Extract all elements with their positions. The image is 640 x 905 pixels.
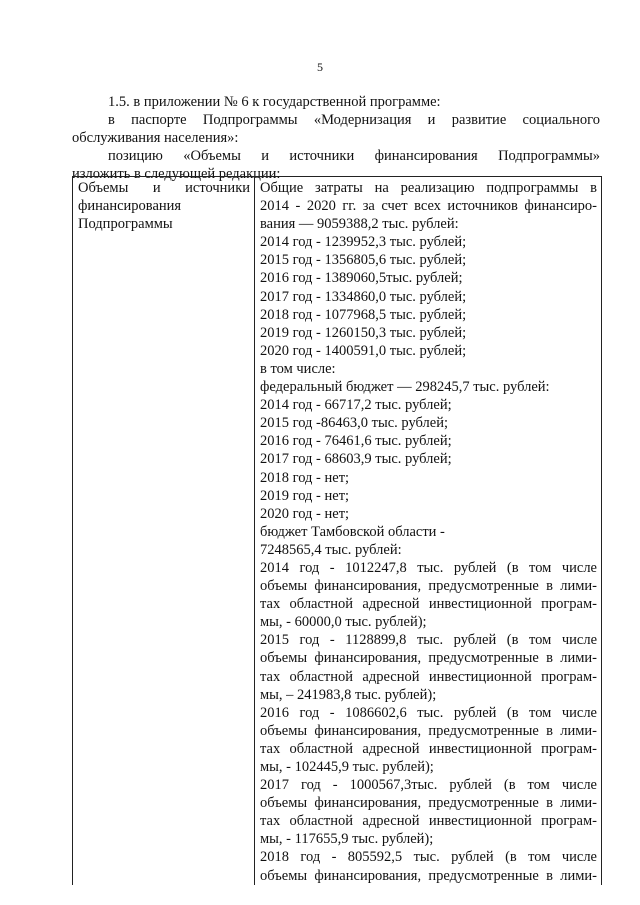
financing-detail-line: федеральный бюджет — 298245,7 тыс. рублей:	[260, 379, 550, 396]
financing-detail-line: 7248565,4 тыс. рублей:	[260, 541, 402, 558]
financing-detail-line: 2017 год - 1000567,3тыс. рублей (в том числе	[260, 777, 597, 794]
financing-detail-line: 2014 год - 66717,2 тыс. рублей;	[260, 397, 452, 414]
financing-detail-line: бюджет Тамбовской области -	[260, 523, 445, 540]
page-number: 5	[317, 60, 323, 74]
financing-detail-line: тах областной адресной инвестиционной програм-	[260, 813, 597, 830]
financing-detail-line: 2014 год - 1239952,3 тыс. рублей;	[260, 234, 467, 251]
intro-line-1: 1.5. в приложении № 6 к государственной программе:	[108, 94, 441, 110]
financing-detail-line: 2018 год - нет;	[260, 469, 350, 486]
financing-detail-line: 2017 год - 1334860,0 тыс. рублей;	[260, 288, 467, 305]
financing-detail-line: 2015 год - 1356805,6 тыс. рублей;	[260, 252, 467, 269]
financing-detail-line: 2019 год - нет;	[260, 487, 350, 504]
financing-label	[78, 179, 250, 233]
financing-detail-line: 2017 год - 68603,9 тыс. рублей;	[260, 451, 452, 468]
financing-detail-line: 2014 год - 1012247,8 тыс. рублей (в том числе	[260, 559, 597, 576]
financing-detail-line: тах областной адресной инвестиционной програм-	[260, 740, 597, 757]
financing-detail-line: 2019 год - 1260150,3 тыс. рублей;	[260, 324, 467, 341]
table-row	[73, 177, 602, 885]
financing-detail-line: объемы финансирования, предусмотренные в лими-	[260, 795, 597, 812]
financing-detail-line: 2016 год - 76461,6 тыс. рублей;	[260, 433, 452, 450]
financing-detail-line: 2020 год - нет;	[260, 505, 350, 522]
financing-detail-line: мы, - 60000,0 тыс. рублей);	[260, 614, 427, 631]
financing-detail-line: объемы финансирования, предусмотренные в лими-	[260, 650, 597, 667]
financing-detail-line: 2015 год - 1128899,8 тыс. рублей (в том числе	[260, 632, 597, 649]
financing-detail-line: объемы финансирования, предусмотренные в лими-	[260, 578, 597, 595]
financing-detail-line: 2018 год - 1077968,5 тыс. рублей;	[260, 306, 467, 323]
financing-details-cell	[255, 177, 602, 885]
financing-details	[260, 179, 597, 885]
financing-detail-line: 2016 год - 1086602,6 тыс. рублей (в том числе	[260, 704, 597, 721]
financing-detail-line: мы, - 117655,9 тыс. рублей);	[260, 831, 434, 848]
financing-detail-line: вания — 9059388,2 тыс. рублей:	[260, 216, 459, 233]
intro-line-4: позицию «Объемы и источники финансирования Подпрограммы»	[108, 148, 600, 164]
financing-detail-line: Общие затраты на реализацию подпрограммы в	[260, 180, 597, 196]
intro-line-3: обслуживания населения»:	[72, 130, 239, 146]
financing-detail-line: тах областной адресной инвестиционной програм-	[260, 668, 597, 685]
financing-detail-line: мы, - 102445,9 тыс. рублей);	[260, 759, 434, 775]
financing-detail-line: 2014 - 2020 гг. за счет всех источников финансиро-	[260, 198, 597, 215]
financing-label-cell	[73, 177, 255, 885]
financing-detail-line: мы, – 241983,8 тыс. рублей);	[260, 686, 437, 703]
financing-label-line: Подпрограммы	[78, 216, 173, 233]
financing-detail-line: 2020 год - 1400591,0 тыс. рублей;	[260, 342, 467, 359]
financing-detail-line: объемы финансирования, предусмотренные в лими-	[260, 867, 597, 884]
intro-line-5: изложить в следующей редакции:	[72, 166, 281, 182]
financing-detail-line: в том числе:	[260, 360, 336, 377]
intro-line-2: в паспорте Подпрограммы «Модернизация и развитие социального	[108, 112, 600, 128]
intro-paragraph	[72, 93, 600, 183]
financing-detail-line: объемы финансирования, предусмотренные в лими-	[260, 722, 597, 739]
financing-detail-line: 2018 год - 805592,5 тыс. рублей (в том числе	[260, 849, 597, 866]
financing-label-line: Объемы и источники	[78, 180, 250, 196]
financing-label-line: финансирования	[78, 198, 182, 215]
financing-detail-line: 2016 год - 1389060,5тыс. рублей;	[260, 270, 463, 287]
financing-detail-line: тах областной адресной инвестиционной програм-	[260, 596, 597, 613]
financing-table	[72, 176, 602, 885]
financing-detail-line: 2015 год -86463,0 тыс. рублей;	[260, 415, 448, 432]
